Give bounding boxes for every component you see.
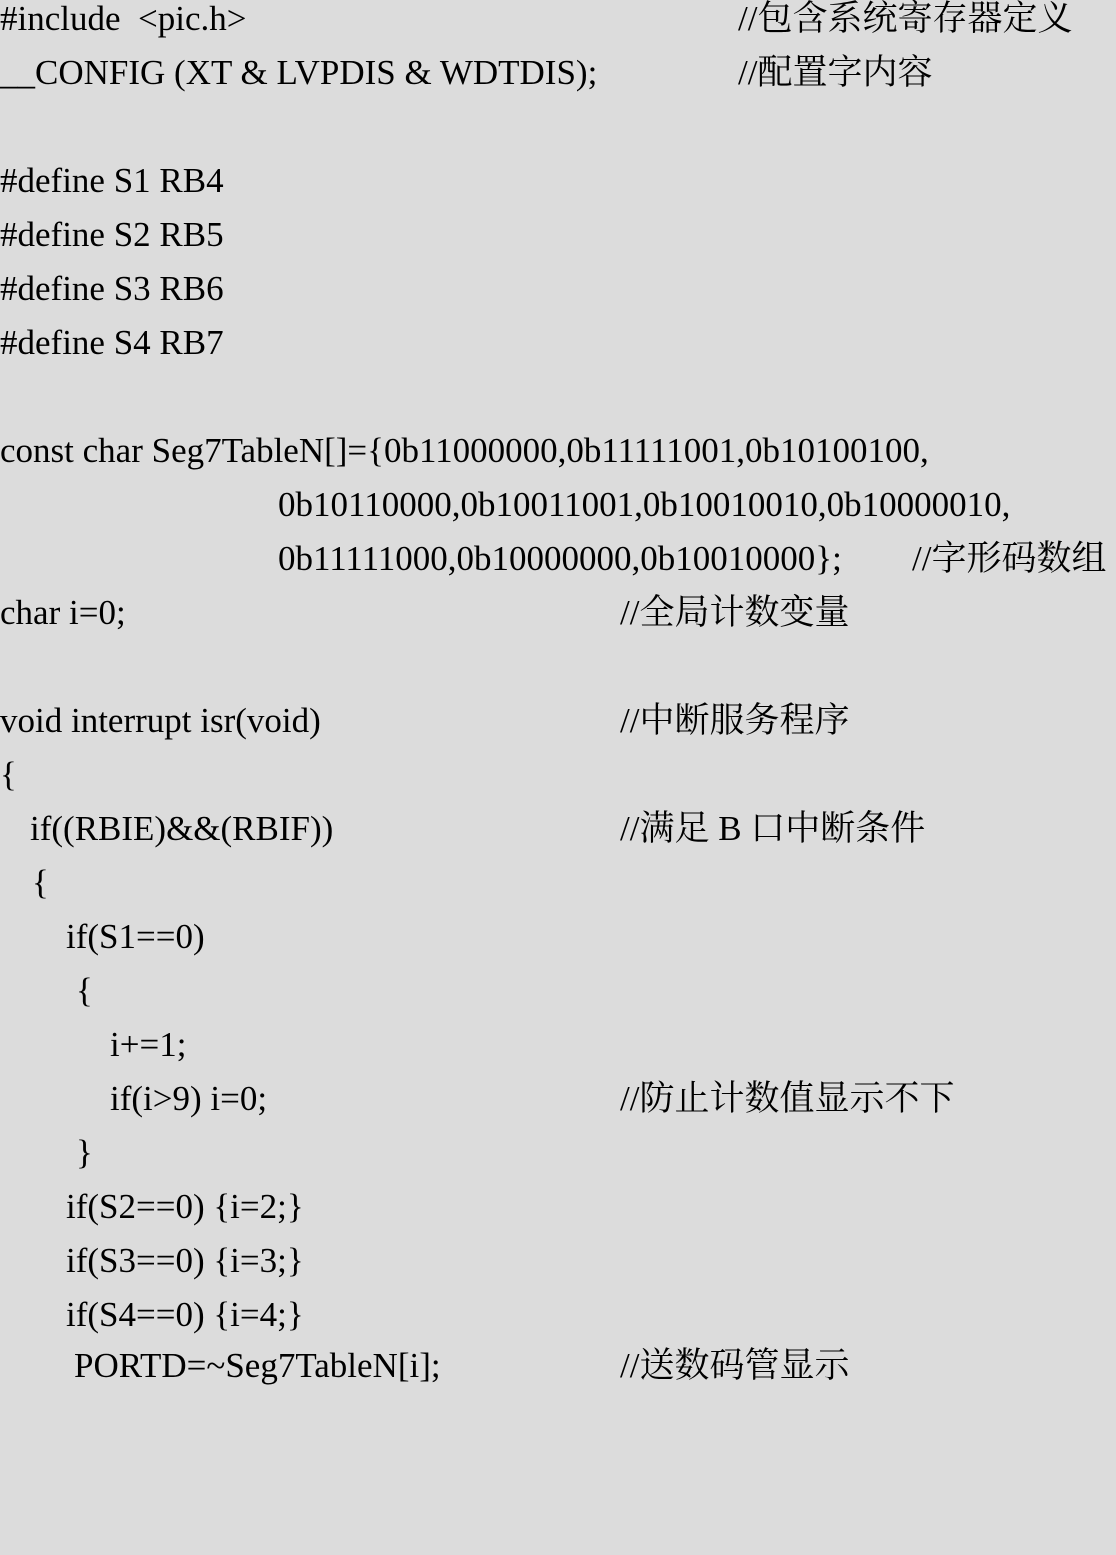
code-comment: //全局计数变量 xyxy=(620,593,850,632)
code-text: if(S4==0) {i=4;} xyxy=(66,1295,304,1334)
code-text: 0b10110000,0b10011001,0b10010010,0b10000010, xyxy=(278,485,1011,524)
code-line xyxy=(0,1072,955,1126)
code-text: __CONFIG (XT & LVPDIS & WDTDIS); xyxy=(0,53,598,92)
code-comment: //满足 B 口中断条件 xyxy=(620,809,926,848)
code-line xyxy=(0,532,1107,586)
code-line xyxy=(0,46,933,100)
code-line xyxy=(0,1126,93,1180)
code-line xyxy=(0,478,1011,532)
code-comment: //配置字内容 xyxy=(738,53,933,92)
code-text: { xyxy=(76,971,93,1010)
code-text: void interrupt isr(void) xyxy=(0,701,321,740)
code-comment: //包含系统寄存器定义 xyxy=(738,0,1073,38)
code-line xyxy=(0,964,93,1018)
code-line xyxy=(0,154,224,208)
code-comment: //防止计数值显示不下 xyxy=(620,1079,955,1118)
code-line xyxy=(0,1234,304,1288)
code-text: if((RBIE)&&(RBIF)) xyxy=(30,809,334,848)
code-line xyxy=(0,0,1073,46)
code-text: #define S3 RB6 xyxy=(0,269,224,308)
blank-line xyxy=(0,100,35,154)
code-line xyxy=(0,694,850,748)
code-line xyxy=(0,1339,850,1393)
code-line xyxy=(0,262,224,316)
code-line xyxy=(0,856,49,910)
code-line xyxy=(0,1018,187,1072)
code-text: #define S1 RB4 xyxy=(0,161,224,200)
code-text: if(S3==0) {i=3;} xyxy=(66,1241,304,1280)
code-line xyxy=(0,316,224,370)
code-comment: //中断服务程序 xyxy=(620,701,850,740)
code-text: char i=0; xyxy=(0,593,126,632)
code-text: i+=1; xyxy=(110,1025,187,1064)
code-comment: //送数码管显示 xyxy=(620,1346,850,1385)
blank-line xyxy=(0,370,35,424)
code-text: #define S2 RB5 xyxy=(0,215,224,254)
code-text: const char Seg7TableN[]={0b11000000,0b11111001,0b10100100, xyxy=(0,431,929,470)
code-line xyxy=(0,424,929,478)
code-line xyxy=(0,802,926,856)
code-line xyxy=(0,1180,304,1234)
code-line xyxy=(0,1288,304,1342)
code-text: #define S4 RB7 xyxy=(0,323,224,362)
code-line xyxy=(0,208,224,262)
code-text: PORTD=~Seg7TableN[i]; xyxy=(74,1346,441,1385)
code-line xyxy=(0,586,850,640)
code-text: #include <pic.h> xyxy=(0,0,247,38)
code-text: if(S2==0) {i=2;} xyxy=(66,1187,304,1226)
code-text: { xyxy=(32,863,49,902)
code-line xyxy=(0,748,35,802)
code-text: } xyxy=(76,1133,93,1172)
code-line xyxy=(0,910,205,964)
code-text: { xyxy=(0,755,17,794)
code-comment: //字形码数组 xyxy=(912,539,1107,578)
code-text: if(S1==0) xyxy=(66,917,205,956)
code-text: if(i>9) i=0; xyxy=(110,1079,268,1118)
code-text: 0b11111000,0b10000000,0b10010000}; xyxy=(278,539,842,578)
blank-line xyxy=(0,640,35,694)
